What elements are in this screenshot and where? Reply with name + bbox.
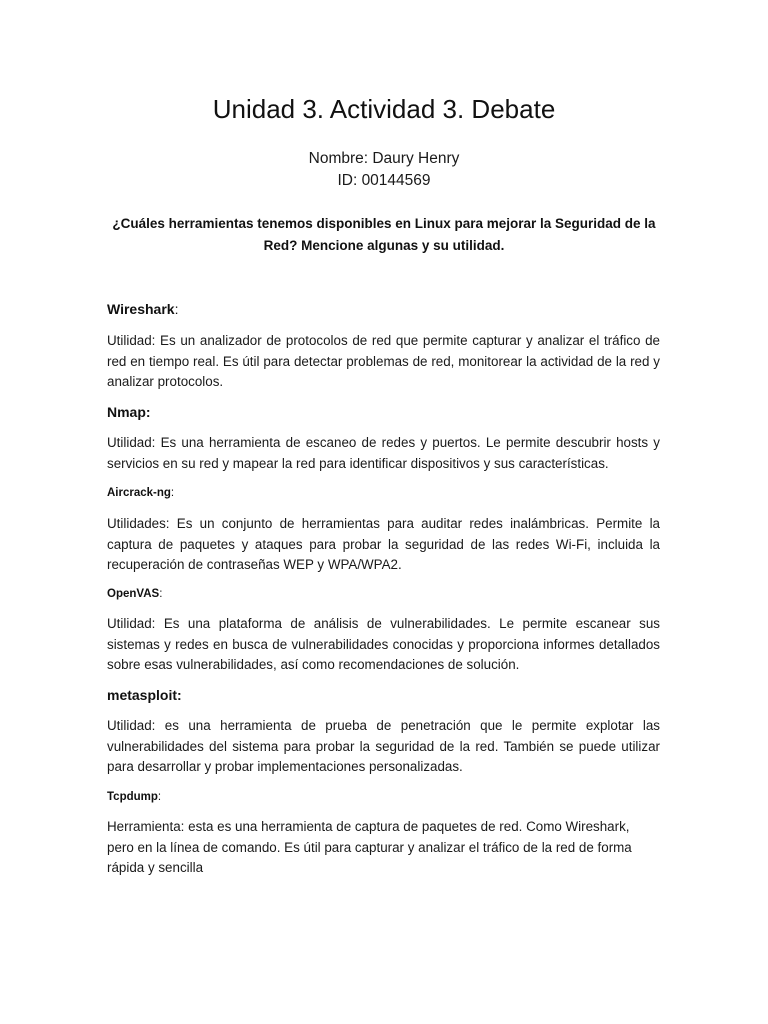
section-heading-openvas	[107, 585, 162, 603]
section-heading-aircrack	[107, 484, 174, 502]
section-heading-text: Aircrack-ng	[107, 487, 171, 499]
section-heading-colon: :	[170, 487, 175, 499]
section-body-aircrack: Utilidades: Es un conjunto de herramientas para auditar redes inalámbricas. Permite la captura de paquetes y ataques para probar la seguridad de las redes Wi-Fi, incluida la recuperación de contraseñas WEP y WPA/WPA2.	[107, 516, 660, 573]
section-body-openvas: Utilidad: Es una plataforma de análisis de vulnerabilidades. Le permite escanear sus sistemas y redes en busca de vulnerabilidades conocidas y proporciona informes detallados sobre esas vulnerabilidades, así como recomendaciones de solución.	[107, 616, 660, 673]
section-body-metasploit: Utilidad: es una herramienta de prueba de penetración que le permite explotar las vulnerabilidades del sistema para probar la seguridad de la red. También se puede utilizar para desarrollar y probar implementaciones personalizadas.	[107, 718, 660, 775]
page-title: Unidad 3. Actividad 3. Debate	[212, 94, 556, 124]
section-heading-metasploit	[107, 685, 182, 705]
section-heading-text: OpenVAS	[107, 588, 160, 600]
section-heading-text: Tcpdump	[107, 791, 158, 803]
section-heading-colon: :	[157, 791, 162, 803]
section-heading-text: metasploit:	[107, 687, 182, 703]
section-heading-wireshark	[107, 299, 178, 319]
author-name: Nombre: Daury Henry	[308, 150, 460, 167]
section-body-nmap: Utilidad: Es una herramienta de escaneo de redes y puertos. Le permite descubrir hosts y servicios en su red y mapear la red para identificar dispositivos y sus características.	[107, 435, 660, 471]
section-heading-text: Nmap:	[107, 404, 151, 420]
debate-question: ¿Cuáles herramientas tenemos disponibles en Linux para mejorar la Seguridad de la Red? Mencione algunas y su utilidad.	[112, 216, 656, 253]
section-heading-text: Wireshark	[107, 301, 175, 317]
section-heading-tcpdump	[107, 788, 161, 806]
student-id: ID: 00144569	[337, 172, 431, 189]
section-heading-nmap	[107, 402, 151, 422]
section-heading-colon: :	[174, 301, 179, 317]
section-body-tcpdump: Herramienta: esta es una herramienta de captura de paquetes de red. Como Wireshark, pero en la línea de comando. Es útil para capturar y analizar el tráfico de la red de forma rápida y sencilla	[107, 819, 632, 876]
section-heading-colon: :	[159, 588, 163, 600]
section-body-wireshark: Utilidad: Es un analizador de protocolos de red que permite capturar y analizar el tráfico de red en tiempo real. Es útil para detectar problemas de red, monitorear la actividad de la red y analizar protocolos.	[107, 333, 660, 390]
